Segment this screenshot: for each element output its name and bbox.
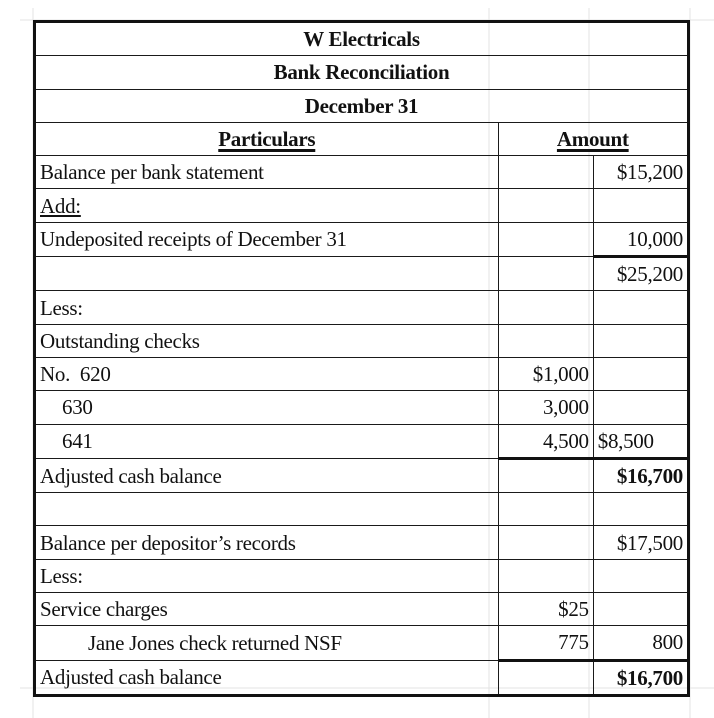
amount-b[interactable] [593, 324, 688, 357]
row-label[interactable]: Service charges [35, 593, 499, 626]
date-row [35, 89, 689, 122]
report-title[interactable]: Bank Reconciliation [35, 56, 689, 89]
table-row [35, 357, 689, 390]
amount-b[interactable] [593, 391, 688, 424]
row-label[interactable]: Adjusted cash balance [35, 458, 499, 492]
bank-reconciliation-table [33, 20, 690, 697]
row-label[interactable] [35, 257, 499, 291]
row-label[interactable]: Less: [35, 559, 499, 592]
amount-b[interactable]: $16,700 [593, 660, 688, 695]
row-label[interactable]: Undeposited receipts of December 31 [35, 222, 499, 256]
amount-a[interactable] [498, 291, 593, 324]
amount-a[interactable] [498, 156, 593, 189]
amount-a[interactable] [498, 222, 593, 256]
row-label[interactable]: Less: [35, 291, 499, 324]
table-row [35, 291, 689, 324]
company-row [35, 22, 689, 56]
amount-b[interactable] [593, 291, 688, 324]
row-label[interactable]: 630 [35, 391, 499, 424]
amount-b[interactable]: $16,700 [593, 458, 688, 492]
table-row [35, 222, 689, 256]
amount-a[interactable]: 4,500 [498, 424, 593, 458]
amount-b[interactable]: 800 [593, 626, 688, 660]
amount-b[interactable]: $8,500 [593, 424, 688, 458]
company-name[interactable]: W Electricals [35, 22, 689, 56]
amount-a[interactable] [498, 526, 593, 559]
amount-b[interactable]: 10,000 [593, 222, 688, 256]
table-row [35, 493, 689, 526]
amount-a[interactable] [498, 324, 593, 357]
title-row [35, 56, 689, 89]
amount-b[interactable] [593, 493, 688, 526]
amount-a[interactable] [498, 458, 593, 492]
amount-a[interactable]: 775 [498, 626, 593, 660]
amount-a[interactable]: $1,000 [498, 357, 593, 390]
amount-b[interactable] [593, 189, 688, 222]
table-row [35, 257, 689, 291]
amount-a[interactable] [498, 559, 593, 592]
amount-a[interactable] [498, 493, 593, 526]
row-label[interactable]: Adjusted cash balance [35, 660, 499, 695]
amount-b[interactable]: $15,200 [593, 156, 688, 189]
amount-b[interactable] [593, 559, 688, 592]
table-row [35, 559, 689, 592]
table-row [35, 424, 689, 458]
row-label[interactable]: Add: [35, 189, 499, 222]
amount-a[interactable]: 3,000 [498, 391, 593, 424]
table-row [35, 156, 689, 189]
amount-a[interactable]: $25 [498, 593, 593, 626]
row-label[interactable]: Jane Jones check returned NSF [35, 626, 499, 660]
table-row [35, 458, 689, 492]
table-row [35, 324, 689, 357]
table-row [35, 626, 689, 660]
amount-b[interactable]: $17,500 [593, 526, 688, 559]
row-label[interactable] [35, 493, 499, 526]
amount-a[interactable] [498, 257, 593, 291]
table-row [35, 593, 689, 626]
report-date[interactable]: December 31 [35, 89, 689, 122]
amount-b[interactable] [593, 593, 688, 626]
amount-a[interactable] [498, 660, 593, 695]
table-row [35, 391, 689, 424]
amount-b[interactable] [593, 357, 688, 390]
header-row [35, 122, 689, 155]
amount-header[interactable]: Amount [498, 122, 688, 155]
row-label[interactable]: Outstanding checks [35, 324, 499, 357]
particulars-header[interactable]: Particulars [35, 122, 499, 155]
amount-a[interactable] [498, 189, 593, 222]
row-label[interactable]: 641 [35, 424, 499, 458]
table-row [35, 660, 689, 695]
table-row [35, 189, 689, 222]
row-label[interactable]: No. 620 [35, 357, 499, 390]
amount-b[interactable]: $25,200 [593, 257, 688, 291]
row-label[interactable]: Balance per bank statement [35, 156, 499, 189]
row-label[interactable]: Balance per depositor’s records [35, 526, 499, 559]
table-row [35, 526, 689, 559]
